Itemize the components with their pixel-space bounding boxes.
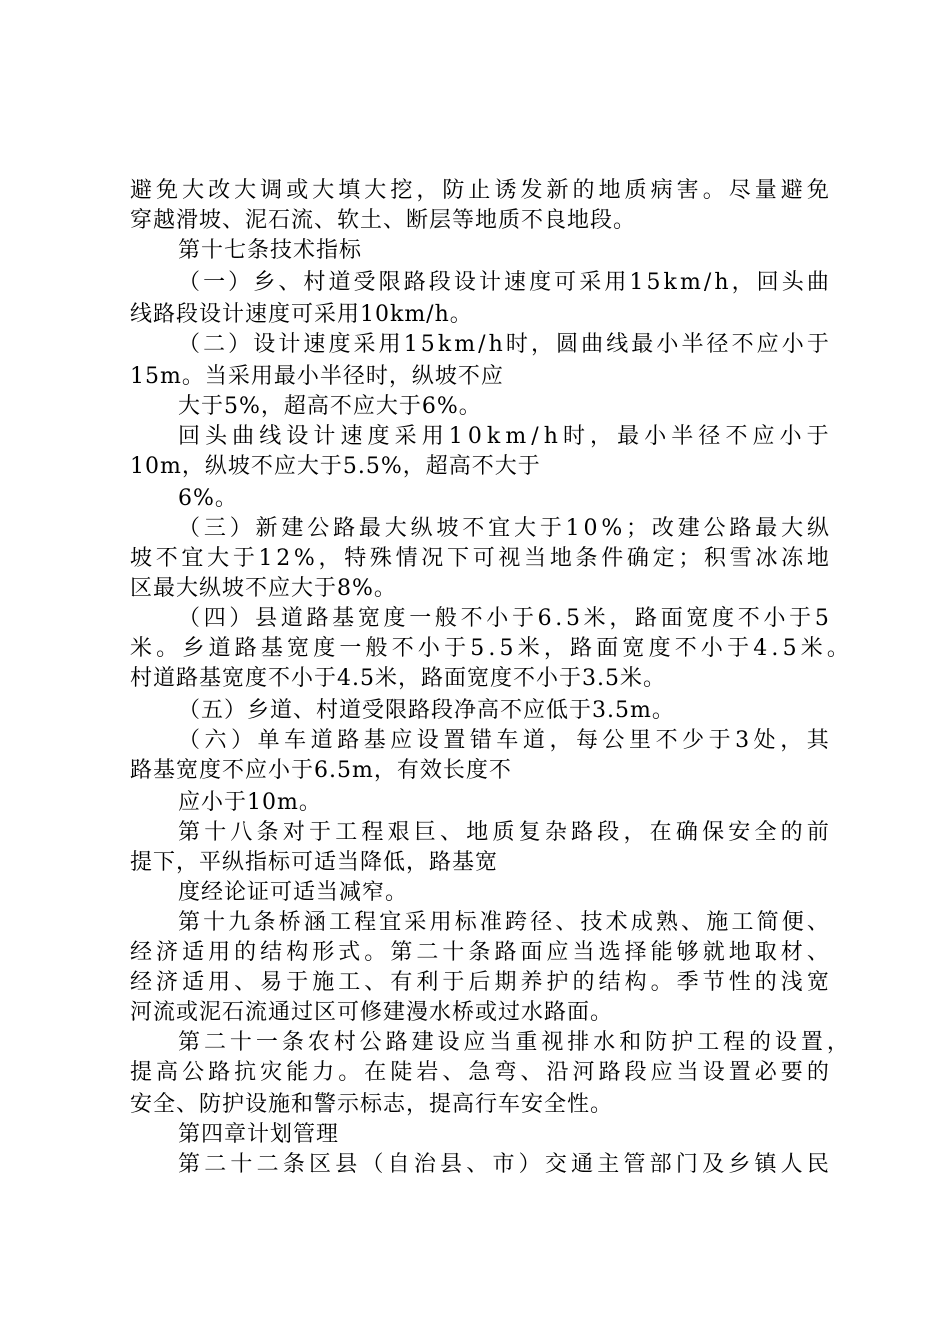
text-line: 避 免 大 改 大 调 或 大 填 大 挖 ， 防 止 诱 发 新 的 地 质 病 害 。 尽 量 避 免 (130, 178, 830, 203)
text-line: 提 高 公 路 抗 灾 能 力 。 在 陡 岩 、 急 弯 、 沿 河 路 段 应 当 设 置 必 要 的 (130, 1060, 830, 1085)
text-line: 回 头 曲 线 设 计 速 度 采 用 1 0 k m / h 时 ， 最 小 半 径 不 应 小 于 (178, 424, 830, 449)
text-line: 路基宽度不应小于6.5m，有效长度不 (130, 758, 512, 783)
text-line: （五）乡道、村道受限路段净高不应低于3.5m。 (178, 698, 675, 723)
text-line: 河流或泥石流通过区可修建漫水桥或过水路面。 (130, 1000, 614, 1025)
text-line: 经 济 适 用 的 结 构 形 式 。 第 二 十 条 路 面 应 当 选 择 能 够 就 地 取 材 、 (130, 940, 830, 965)
text-line: 6%。 (178, 486, 238, 511)
text-line: 10m，纵坡不应大于5.5%，超高不大于 (130, 454, 541, 479)
text-line: 第 二 十 一 条 农 村 公 路 建 设 应 当 重 视 排 水 和 防 护 工 程 的 设 置 ， (178, 1030, 850, 1055)
text-line: 穿越滑坡、泥石流、软土、断层等地质不良地段。 (130, 208, 637, 233)
text-line: 经 济 适 用 、 易 于 施 工 、 有 利 于 后 期 养 护 的 结 构 。 季 节 性 的 浅 宽 (130, 970, 830, 995)
text-line: 应小于10m。 (178, 790, 322, 815)
text-line: 第 二 十 二 条 区 县 （ 自 治 县 、 市 ） 交 通 主 管 部 门 及 乡 镇 人 民 (178, 1152, 830, 1177)
chapter-heading: 第四章计划管理 (178, 1122, 340, 1147)
text-line: 第 十 八 条 对 于 工 程 艰 巨 、 地 质 复 杂 路 段 ， 在 确 保 安 全 的 前 (178, 820, 830, 845)
text-line: 坡 不 宜 大 于 1 2 % ， 特 殊 情 况 下 可 视 当 地 条 件 确 定 ； 积 雪 冰 冻 地 (130, 546, 830, 571)
text-line: 村道路基宽度不小于4.5米，路面宽度不小于3.5米。 (130, 666, 666, 691)
text-line: 安全、防护设施和警示标志，提高行车安全性。 (130, 1092, 614, 1117)
text-line: 第 十 九 条 桥 涵 工 程 宜 采 用 标 准 跨 径 、 技 术 成 熟 、 施 工 简 便 、 (178, 910, 830, 935)
text-line: （ 三 ） 新 建 公 路 最 大 纵 坡 不 宜 大 于 1 0 % ； 改 建 公 路 最 大 纵 (178, 516, 830, 541)
article-heading: 第十七条技术指标 (178, 238, 363, 263)
text-line: （ 六 ） 单 车 道 路 基 应 设 置 错 车 道 ， 每 公 里 不 少 于 3 处 ， 其 (178, 728, 830, 753)
text-line: （ 一 ） 乡 、 村 道 受 限 路 段 设 计 速 度 可 采 用 1 5 k m / h ， 回 头 曲 (178, 270, 830, 295)
text-line: 大于5%，超高不应大于6%。 (178, 394, 482, 419)
text-line: 米 。 乡 道 路 基 宽 度 一 般 不 小 于 5 . 5 米 ， 路 面 宽 度 不 小 于 4 . 5 米 。 (130, 636, 850, 661)
text-line: 提下，平纵指标可适当降低，路基宽 (130, 850, 499, 875)
text-line: （ 四 ） 县 道 路 基 宽 度 一 般 不 小 于 6 . 5 米 ， 路 面 宽 度 不 小 于 5 (178, 606, 830, 631)
text-line: 15m。当采用最小半径时，纵坡不应 (130, 364, 504, 389)
text-line: 区最大纵坡不应大于8%。 (130, 576, 397, 601)
text-line: 线路段设计速度可采用10km/h。 (130, 302, 473, 327)
text-line: （ 二 ） 设 计 速 度 采 用 1 5 k m / h 时 ， 圆 曲 线 最 小 半 径 不 应 小 于 (178, 332, 830, 357)
text-line: 度经论证可适当减窄。 (178, 880, 409, 905)
